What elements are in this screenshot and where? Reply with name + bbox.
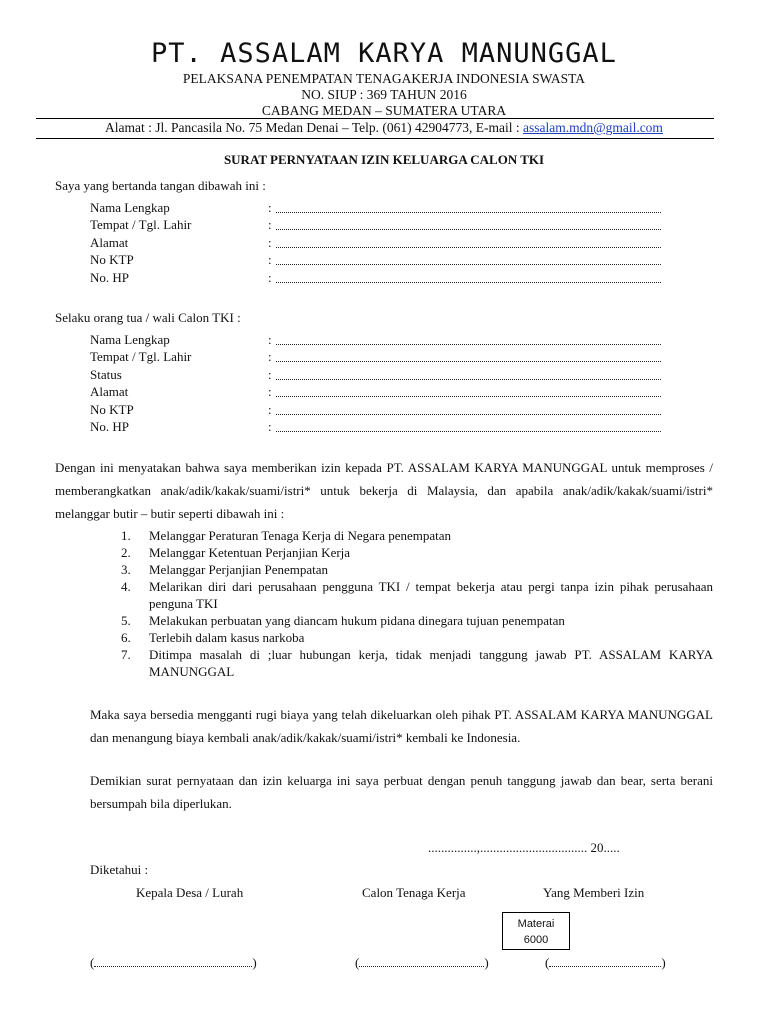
field-label: Status (90, 367, 122, 382)
sig-paren-open: ( (545, 955, 550, 970)
field-row (90, 367, 670, 384)
field-colon: : (268, 419, 272, 434)
field-label: Nama Lengkap (90, 200, 170, 215)
signature-slot-village-head[interactable] (90, 955, 257, 971)
field-label: No. HP (90, 270, 130, 285)
signature-slot-guardian[interactable] (545, 955, 666, 971)
branch-name: CABANG MEDAN – SUMATERA UTARA (261, 103, 507, 118)
field-row (90, 270, 670, 287)
field-row (90, 235, 670, 252)
signature-slot-candidate[interactable] (355, 955, 489, 971)
violations-list (121, 527, 713, 680)
header-rule-top (36, 118, 714, 119)
item-number: 1. (121, 528, 131, 543)
item-text: Ditimpa masalah di ;luar hubungan kerja, tidak menjadi tanggung jawab PT. ASSALAM KARYA MANUNGGAL (149, 647, 713, 679)
document-title: SURAT PERNYATAAN IZIN KELUARGA CALON TKI (223, 152, 545, 167)
list-item (121, 629, 713, 646)
field-label: Tempat / Tgl. Lahir (90, 217, 192, 232)
date-line[interactable]: ...............,................................. 20..... (428, 840, 620, 855)
section1-intro: Saya yang bertanda tangan dibawah ini : (55, 178, 266, 193)
field-row (90, 349, 670, 366)
item-number: 6. (121, 630, 131, 645)
field-label: No KTP (90, 252, 134, 267)
field-row (90, 252, 670, 269)
field-colon: : (268, 252, 272, 267)
signature-line[interactable] (549, 955, 661, 967)
fill-line[interactable] (276, 252, 661, 265)
fill-line[interactable] (276, 367, 661, 380)
item-text: Terlebih dalam kasus narkoba (149, 630, 305, 645)
item-text: Melarikan diri dari perusahaan pengguna TKI / tempat bekerja atau pergi tanpa izin pihak perusahaan penguna TKI (149, 579, 713, 611)
item-number: 7. (121, 647, 131, 662)
sig-paren-close: ) (484, 955, 489, 970)
list-item (121, 527, 713, 544)
fill-line[interactable] (276, 402, 661, 415)
fill-line[interactable] (276, 270, 661, 283)
item-number: 2. (121, 545, 131, 560)
known-by-label: Diketahui : (90, 862, 149, 877)
signature-line[interactable] (94, 955, 252, 967)
sig-paren-close: ) (252, 955, 257, 970)
field-colon: : (268, 384, 272, 399)
list-item (121, 544, 713, 561)
stamp-duty-box (502, 912, 570, 950)
field-label: No. HP (90, 419, 130, 434)
field-row (90, 419, 670, 436)
stamp-label: Materai (517, 918, 555, 930)
fill-line[interactable] (276, 235, 661, 248)
field-label: Alamat (90, 384, 129, 399)
sig-paren-close: ) (661, 955, 666, 970)
field-row (90, 200, 670, 217)
address-text: Alamat : Jl. Pancasila No. 75 Medan Denai – Telp. (061) 42904773, E-mail : (105, 120, 524, 135)
field-colon: : (268, 367, 272, 382)
signature-line[interactable] (359, 955, 484, 967)
item-number: 5. (121, 613, 131, 628)
field-colon: : (268, 200, 272, 215)
field-row (90, 402, 670, 419)
email-link[interactable]: assalam.mdn@gmail.com (523, 120, 663, 135)
list-item (121, 578, 713, 612)
header-rule-bottom (36, 138, 714, 139)
signer-guardian: Yang Memberi Izin (543, 885, 645, 900)
sig-paren-open: ( (355, 955, 360, 970)
closing-paragraph: Demikian surat pernyataan dan izin keluarga ini saya perbuat dengan penuh tanggung jawab dan bear, serta berani bersumpah bila diperlukan. (90, 773, 713, 811)
item-text: Melanggar Perjanjian Penempatan (149, 562, 329, 577)
fill-line[interactable] (276, 200, 661, 213)
field-colon: : (268, 235, 272, 250)
fill-line[interactable] (276, 419, 661, 432)
compensation-paragraph: Maka saya bersedia mengganti rugi biaya yang telah dikeluarkan oleh pihak PT. ASSALAM KARYA MANUNGGAL dan menangung biaya kembali anak/adik/kakak/suami/istri* kembali ke Indonesia. (90, 707, 713, 745)
item-number: 4. (121, 579, 131, 594)
field-colon: : (268, 349, 272, 364)
field-label: No KTP (90, 402, 134, 417)
license-number: NO. SIUP : 369 TAHUN 2016 (301, 87, 467, 102)
company-address (0, 120, 768, 136)
item-text: Melanggar Peraturan Tenaga Kerja di Negara penempatan (149, 528, 452, 543)
list-item (121, 646, 713, 680)
signer-candidate: Calon Tenaga Kerja (362, 885, 466, 900)
fill-line[interactable] (276, 217, 661, 230)
field-row (90, 332, 670, 349)
item-number: 3. (121, 562, 131, 577)
field-label: Nama Lengkap (90, 332, 170, 347)
company-tagline: PELAKSANA PENEMPATAN TENAGAKERJA INDONESIA SWASTA (182, 71, 586, 86)
section2-intro: Selaku orang tua / wali Calon TKI : (55, 310, 241, 325)
sig-paren-open: ( (90, 955, 95, 970)
statement-paragraph: Dengan ini menyatakan bahwa saya memberikan izin kepada PT. ASSALAM KARYA MANUNGGAL untuk memproses / memberangkatkan anak/adik/kakak/suami/istri* untuk bekerja di Malaysia, dan apabila anak/adik/kakak/suami/istri* melanggar butir – butir seperti dibawah ini : (55, 460, 713, 521)
company-name: PT. ASSALAM KARYA MANUNGGAL (151, 38, 617, 69)
fill-line[interactable] (276, 384, 661, 397)
field-colon: : (268, 270, 272, 285)
fill-line[interactable] (276, 349, 661, 362)
field-colon: : (268, 217, 272, 232)
item-text: Melanggar Ketentuan Perjanjian Kerja (149, 545, 351, 560)
field-colon: : (268, 402, 272, 417)
field-label: Alamat (90, 235, 129, 250)
field-row (90, 384, 670, 401)
fill-line[interactable] (276, 332, 661, 345)
list-item (121, 612, 713, 629)
field-colon: : (268, 332, 272, 347)
field-label: Tempat / Tgl. Lahir (90, 349, 192, 364)
signer-village-head: Kepala Desa / Lurah (136, 885, 244, 900)
field-row (90, 217, 670, 234)
list-item (121, 561, 713, 578)
item-text: Melakukan perbuatan yang diancam hukum pidana dinegara tujuan penempatan (149, 613, 565, 628)
stamp-value: 6000 (523, 934, 549, 946)
